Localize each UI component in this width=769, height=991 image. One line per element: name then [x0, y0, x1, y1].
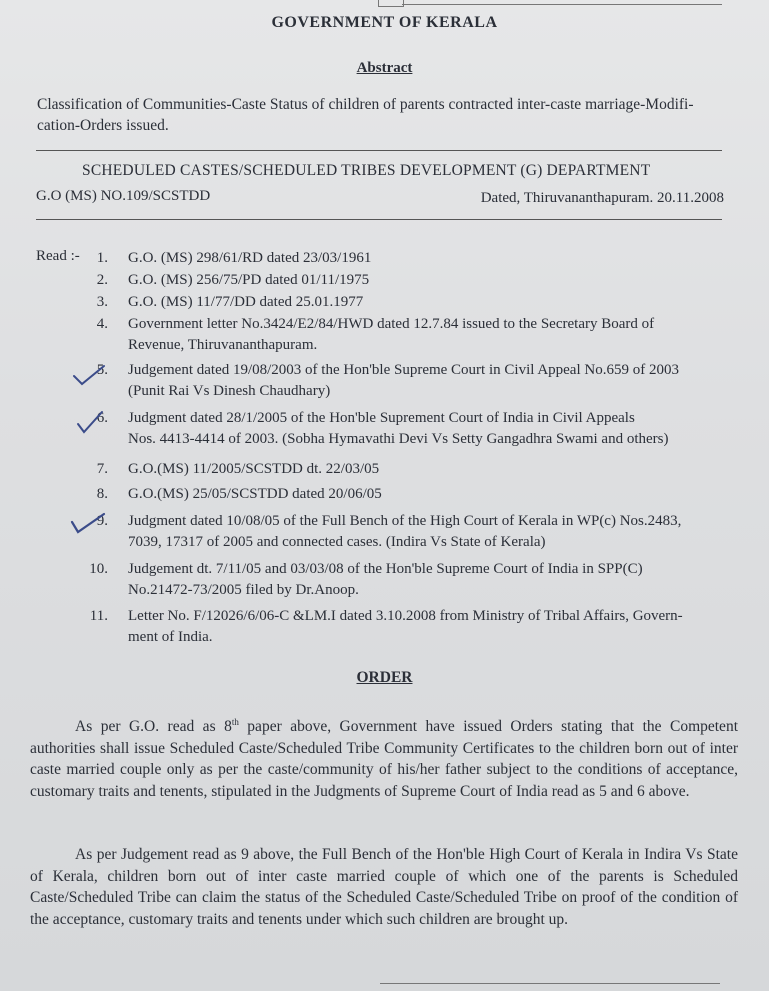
reference-text: G.O.(MS) 25/05/SCSTDD dated 20/06/05 — [128, 486, 382, 502]
reference-text: G.O. (MS) 11/77/DD dated 25.01.1977 — [128, 294, 364, 310]
reference-number: 9. — [96, 513, 108, 529]
reference-number: 10. — [89, 561, 108, 577]
reference-line: (Punit Rai Vs Dinesh Chaudhary) — [128, 383, 331, 399]
abstract-subject — [37, 94, 727, 136]
order-paragraph — [30, 844, 738, 930]
reference-line: Revenue, Thiruvananthapuram. — [128, 337, 318, 353]
paragraph-text: paper above, Government have issued Orders stating that the Competent authorities shall issue Scheduled Caste/Scheduled Tribe Community Certificates to the children born out of inter caste married couple only as per the caste/community of his/her father subject to the conditions of acceptance, customary traits and tenents, stipulated in the Judgments of Supreme Court of India read as 5 and 6 above. — [30, 718, 738, 800]
pen-tick-mark — [72, 410, 112, 434]
reference-line: ment of India. — [128, 629, 213, 645]
reference-number: 11. — [89, 608, 108, 624]
reference-text — [128, 408, 734, 450]
reference-number: 3. — [96, 294, 108, 310]
go-number: G.O (MS) NO.109/SCSTDD — [36, 188, 211, 204]
paragraph-text: As per Judgement read as 9 above, the Full Bench of the Hon'ble High Court of Kerala in Indira Vs State of Kerala, children born out of inter caste married couple of which one of the parents is Scheduled Caste/Scheduled Tribe can claim the status of the Scheduled Caste/Scheduled Tribe on proof of the condition of the acceptance, customary traits and tenents under which such children are brought up. — [30, 846, 738, 928]
reference-text — [128, 511, 734, 553]
reference-text: G.O. (MS) 298/61/RD dated 23/03/1961 — [128, 250, 372, 266]
government-heading: GOVERNMENT OF KERALA — [271, 14, 498, 31]
top-edge-box — [378, 0, 404, 7]
divider — [36, 219, 722, 220]
reference-line: Judgment dated 10/08/05 of the Full Bench of the High Court of Kerala in WP(c) Nos.2483, — [128, 513, 682, 529]
abstract-line: cation-Orders issued. — [37, 117, 169, 134]
reference-text: G.O. (MS) 256/75/PD dated 01/11/1975 — [128, 272, 370, 288]
reference-text — [128, 606, 734, 648]
pen-tick-mark — [68, 510, 108, 534]
divider — [36, 150, 722, 151]
order-paragraph — [30, 712, 738, 802]
order-heading: ORDER — [356, 669, 413, 686]
department-name: SCHEDULED CASTES/SCHEDULED TRIBES DEVELOPMENT (G) DEPARTMENT — [82, 162, 651, 179]
reference-text: G.O.(MS) 11/2005/SCSTDD dt. 22/03/05 — [128, 461, 380, 477]
paragraph-text: As per G.O. read as 8 — [75, 718, 232, 736]
reference-number: 5. — [96, 362, 108, 378]
bottom-edge-line — [380, 983, 720, 984]
reference-line: Judgement dt. 7/11/05 and 03/03/08 of the Hon'ble Supreme Court of India in SPP(C) — [128, 561, 643, 577]
reference-line: 7039, 17317 of 2005 and connected cases. (Indira Vs State of Kerala) — [128, 534, 546, 550]
reference-line: Letter No. F/12026/6/06-C &LM.I dated 3.10.2008 from Ministry of Tribal Affairs, Govern- — [128, 608, 683, 624]
pen-tick-mark — [70, 364, 110, 388]
abstract-line: Classification of Communities-Caste Status of children of parents contracted inter-caste marriage-Modifi- — [37, 96, 694, 113]
read-label: Read :- — [36, 248, 80, 264]
reference-number: 2. — [96, 272, 108, 288]
reference-number: 6. — [96, 410, 108, 426]
ordinal-suffix: th — [231, 717, 239, 727]
reference-text — [128, 559, 734, 601]
abstract-heading: Abstract — [356, 60, 413, 76]
reference-line: No.21472-73/2005 filed by Dr.Anoop. — [128, 582, 359, 598]
top-edge-line — [402, 4, 722, 5]
reference-line: Judgment dated 28/1/2005 of the Hon'ble Suprement Court of India in Civil Appeals — [128, 410, 635, 426]
reference-number: 4. — [96, 316, 108, 332]
reference-number: 1. — [96, 250, 108, 266]
order-date: Dated, Thiruvananthapuram. 20.11.2008 — [480, 190, 724, 206]
reference-line: Government letter No.3424/E2/84/HWD dated 12.7.84 issued to the Secretary Board of — [128, 316, 655, 332]
reference-number: 8. — [96, 486, 108, 502]
reference-text — [128, 314, 734, 356]
reference-text — [128, 360, 734, 402]
reference-line: Judgement dated 19/08/2003 of the Hon'ble Supreme Court in Civil Appeal No.659 of 2003 — [128, 362, 679, 378]
reference-number: 7. — [96, 461, 108, 477]
reference-line: Nos. 4413-4414 of 2003. (Sobha Hymavathi Devi Vs Setty Gangadhra Swami and others) — [128, 431, 669, 447]
